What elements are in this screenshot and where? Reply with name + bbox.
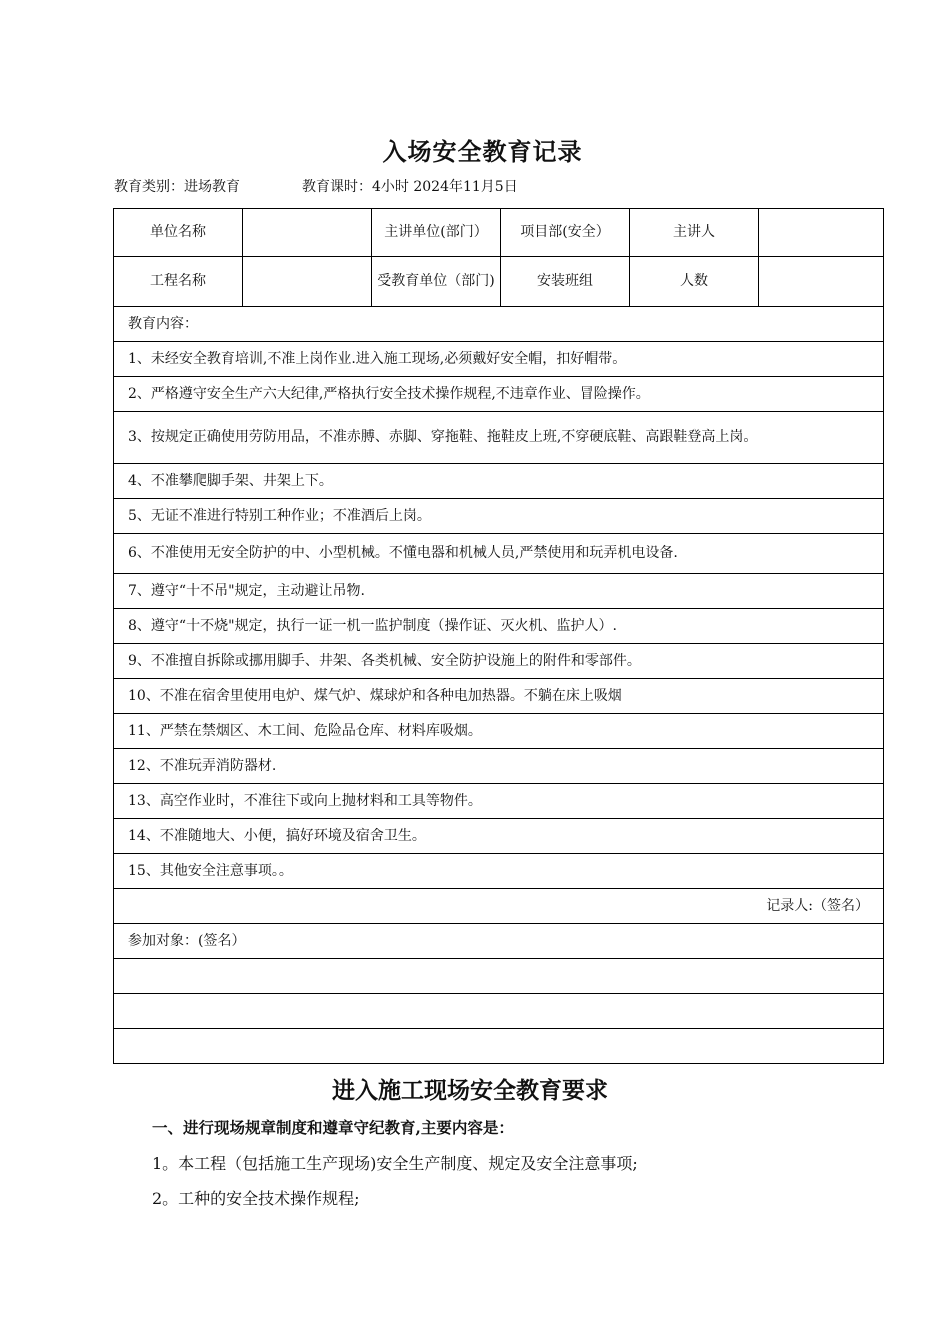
table-row <box>114 574 884 609</box>
table-row <box>114 609 884 644</box>
recorder-signature: 记录人:（签名） <box>114 889 884 924</box>
rule-item: 10、不准在宿舍里使用电炉、煤气炉、煤球炉和各种电加热器。不躺在床上吸烟 <box>114 679 884 714</box>
table-row <box>114 819 884 854</box>
rule-item: 7、遵守“十不吊"规定，主动避让吊物. <box>114 574 884 609</box>
education-record-table <box>113 208 884 1064</box>
education-meta <box>114 176 518 196</box>
table-row <box>114 749 884 784</box>
unit-name-value[interactable] <box>243 209 372 257</box>
requirements-section-heading: 一、进行现场规章制度和遵章守纪教育,主要内容是： <box>152 1118 514 1137</box>
rule-item: 9、不准擅自拆除或挪用脚手、井架、各类机械、安全防护设施上的附件和零部件。 <box>114 644 884 679</box>
signature-blank-row[interactable] <box>114 959 884 994</box>
signature-blank-row[interactable] <box>114 1029 884 1064</box>
rule-item: 4、不准攀爬脚手架、井架上下。 <box>114 464 884 499</box>
table-row <box>114 924 884 959</box>
table-row <box>114 679 884 714</box>
table-row <box>114 994 884 1029</box>
lecturer-value[interactable] <box>759 209 884 257</box>
table-row <box>114 307 884 342</box>
table-row <box>114 1029 884 1064</box>
educated-unit-value: 安装班组 <box>501 257 630 307</box>
requirement-point: 1。本工程（包括施工生产现场)安全生产制度、规定及安全注意事项; <box>152 1154 638 1173</box>
rule-item: 14、不准随地大、小便，搞好环境及宿舍卫生。 <box>114 819 884 854</box>
education-hours-date: 教育课时：4小时 2024年11月5日 <box>302 179 518 195</box>
table-row <box>114 784 884 819</box>
lecturer-label: 主讲人 <box>630 209 759 257</box>
project-name-value[interactable] <box>243 257 372 307</box>
table-row <box>114 854 884 889</box>
requirements-title: 进入施工现场安全教育要求 <box>332 1078 608 1104</box>
unit-name-label: 单位名称 <box>114 209 243 257</box>
table-row <box>114 959 884 994</box>
rule-item: 15、其他安全注意事项。。 <box>114 854 884 889</box>
table-row <box>114 499 884 534</box>
project-name-label: 工程名称 <box>114 257 243 307</box>
table-row <box>114 209 884 257</box>
requirement-point: 2。工种的安全技术操作规程; <box>152 1189 360 1208</box>
headcount-label: 人数 <box>630 257 759 307</box>
rule-item: 1、未经安全教育培训,不准上岗作业.进入施工现场,必须戴好安全帽，扣好帽带。 <box>114 342 884 377</box>
rule-item: 11、严禁在禁烟区、木工间、危险品仓库、材料库吸烟。 <box>114 714 884 749</box>
table-row <box>114 377 884 412</box>
rule-item: 13、高空作业时，不准往下或向上抛材料和工具等物件。 <box>114 784 884 819</box>
rule-item: 12、不准玩弄消防器材. <box>114 749 884 784</box>
lecture-unit-label: 主讲单位(部门） <box>372 209 501 257</box>
table-row <box>114 464 884 499</box>
rule-item: 3、按规定正确使用劳防用品，不准赤膊、赤脚、穿拖鞋、拖鞋皮上班,不穿硬底鞋、高跟鞋登高上岗。 <box>114 412 884 464</box>
rule-item: 8、遵守“十不烧"规定，执行一证一机一监护制度（操作证、灭火机、监护人）. <box>114 609 884 644</box>
rule-item: 5、无证不准进行特别工种作业；不准酒后上岗。 <box>114 499 884 534</box>
content-label: 教育内容： <box>114 307 884 342</box>
table-row <box>114 412 884 464</box>
signature-blank-row[interactable] <box>114 994 884 1029</box>
page-title: 入场安全教育记录 <box>382 138 583 166</box>
table-row <box>114 534 884 574</box>
table-row <box>114 714 884 749</box>
table-row <box>114 644 884 679</box>
table-row <box>114 257 884 307</box>
rule-item: 2、严格遵守安全生产六大纪律,严格执行安全技术操作规程,不违章作业、冒险操作。 <box>114 377 884 412</box>
table-row <box>114 342 884 377</box>
lecture-unit-value: 项目部(安全） <box>501 209 630 257</box>
headcount-value[interactable] <box>759 257 884 307</box>
participants-label: 参加对象：(签名） <box>114 924 884 959</box>
table-row <box>114 889 884 924</box>
education-category: 教育类别：进场教育 <box>114 179 240 195</box>
educated-unit-label: 受教育单位（部门) <box>372 257 501 307</box>
rule-item: 6、不准使用无安全防护的中、小型机械。不懂电器和机械人员,严禁使用和玩弄机电设备. <box>114 534 884 574</box>
